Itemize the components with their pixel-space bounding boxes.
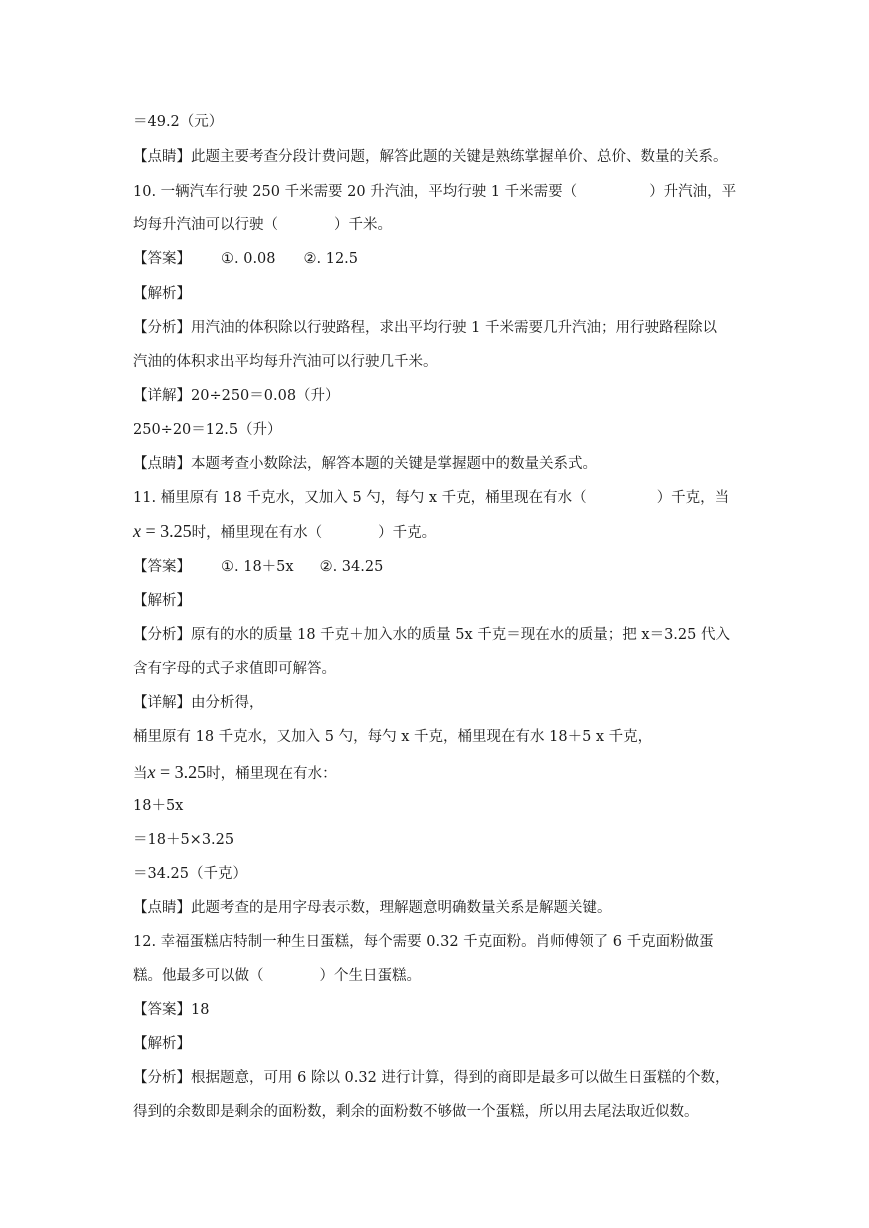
- math-expression: x = 3.25: [147, 762, 207, 782]
- text: ①. 0.08: [221, 251, 276, 267]
- analysis-11-line-2: [133, 659, 743, 679]
- analysis-12-line-2: [133, 1102, 743, 1122]
- question-11-line-1: [133, 488, 743, 508]
- detail-11-line-4: [133, 796, 743, 816]
- analysis-heading-12: [133, 1034, 743, 1054]
- text: 【解析】: [133, 593, 191, 609]
- text: ②. 34.25: [319, 559, 384, 575]
- text: 11. 桶里原有 18 千克水，又加入 5 勺，每勺 x 千克，桶里现在有水（: [133, 490, 587, 506]
- calc-result-line: [133, 112, 743, 132]
- text: ②. 12.5: [303, 251, 359, 267]
- text: 【点睛】此题主要考查分段计费问题，解答此题的关键是熟练掌握单价、总价、数量的关系。: [133, 149, 728, 165]
- text: 【点睛】本题考查小数除法，解答本题的关键是掌握题中的数量关系式。: [133, 456, 597, 472]
- detail-line-2: [133, 420, 743, 440]
- text: ）升汽油，平: [649, 184, 737, 200]
- analysis-line-2: [133, 352, 743, 372]
- question-10-line-2: [133, 215, 743, 235]
- text: 时，桶里现在有水：: [206, 766, 337, 782]
- detail-11-line-1: [133, 693, 743, 713]
- text: ）千米。: [334, 217, 392, 233]
- analysis-11-line-1: [133, 625, 743, 645]
- text: ）千克。: [378, 525, 437, 541]
- text: 当: [133, 766, 148, 782]
- text: 10. 一辆汽车行驶 250 千米需要 20 升汽油，平均行驶 1 千米需要（: [133, 184, 578, 200]
- detail-11-line-3: [133, 762, 743, 784]
- text: 含有字母的式子求值即可解答。: [133, 661, 336, 677]
- text: 【详解】20÷250＝0.08（升）: [133, 388, 340, 404]
- text: 18＋5x: [133, 798, 184, 814]
- text: 【解析】: [133, 286, 191, 302]
- detail-11-line-2: [133, 727, 743, 747]
- text: 250÷20＝12.5（升）: [133, 422, 282, 438]
- question-10-line-1: [133, 182, 743, 202]
- text: 桶里原有 18 千克水，又加入 5 勺，每勺 x 千克，桶里现在有水 18＋5 x 千克，: [133, 729, 653, 745]
- text: ①. 18＋5x: [221, 559, 294, 575]
- answer-12-line: [133, 1000, 743, 1020]
- text: 【分析】用汽油的体积除以行驶路程，求出平均行驶 1 千米需要几升汽油；用行驶路程除以: [133, 320, 717, 336]
- answer-11-line: [133, 557, 743, 577]
- detail-11-line-6: [133, 864, 743, 884]
- text: 【答案】18: [133, 1002, 210, 1018]
- detail-11-line-5: [133, 830, 743, 850]
- detail-line-1: [133, 386, 743, 406]
- text: 【分析】根据题意，可用 6 除以 0.32 进行计算，得到的商即是最多可以做生日蛋糕的个数，: [133, 1070, 730, 1086]
- question-12-line-1: [133, 932, 743, 952]
- text: ＝18＋5×3.25: [133, 832, 235, 848]
- text: ＝49.2（元）: [133, 114, 224, 130]
- text: ）个生日蛋糕。: [319, 968, 421, 984]
- answer-10-line: [133, 249, 743, 269]
- text: 时，桶里现在有水（: [191, 525, 323, 541]
- text: ＝34.25（千克）: [133, 866, 248, 882]
- question-12-line-2: [133, 966, 743, 986]
- text: 12. 幸福蛋糕店特制一种生日蛋糕，每个需要 0.32 千克面粉。肖师傅领了 6 千克面粉做蛋: [133, 934, 714, 950]
- question-11-line-2: [133, 521, 743, 543]
- text: 【解析】: [133, 1036, 191, 1052]
- text: 【分析】原有的水的质量 18 千克＋加入水的质量 5x 千克＝现在水的质量；把 x＝3.25 代入: [133, 627, 730, 643]
- comment-line: [133, 147, 743, 167]
- text: 【答案】: [133, 251, 191, 267]
- comment-line-10: [133, 454, 743, 474]
- text: 均每升汽油可以行驶（: [133, 217, 278, 233]
- analysis-line-1: [133, 318, 743, 338]
- text: 得到的余数即是剩余的面粉数，剩余的面粉数不够做一个蛋糕，所以用去尾法取近似数。: [133, 1104, 699, 1120]
- text: 【点睛】此题考查的是用字母表示数，理解题意明确数量关系是解题关键。: [133, 900, 612, 916]
- comment-line-11: [133, 898, 743, 918]
- text: 【答案】: [133, 559, 191, 575]
- analysis-12-line-1: [133, 1068, 743, 1088]
- text: 汽油的体积求出平均每升汽油可以行驶几千米。: [133, 354, 438, 370]
- math-expression: x = 3.25: [133, 521, 192, 541]
- text: 【详解】由分析得，: [133, 695, 264, 711]
- analysis-heading-11: [133, 591, 743, 611]
- text: ）千克，当: [656, 490, 730, 506]
- analysis-heading: [133, 284, 743, 304]
- text: 糕。他最多可以做（: [133, 968, 264, 984]
